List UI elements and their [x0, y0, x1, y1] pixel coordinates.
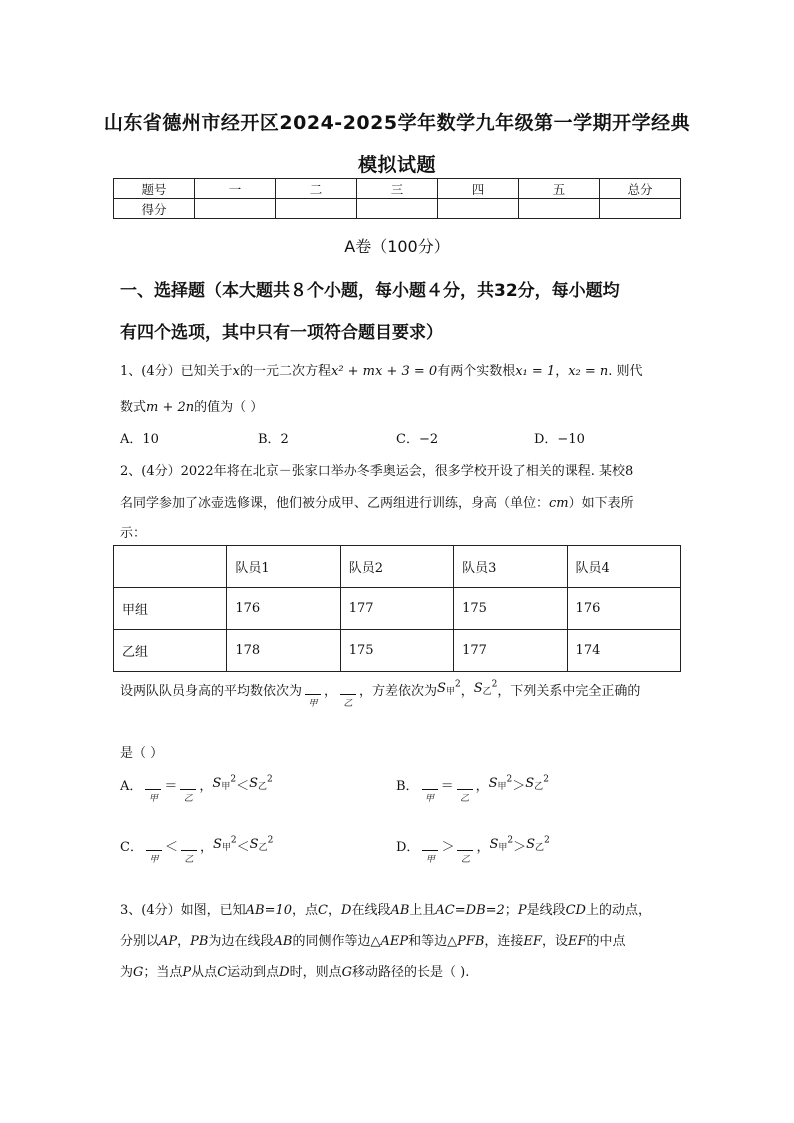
q2-text: 设两队队员身高的平均数依次为 [120, 684, 303, 699]
score-header-cell: 四 [438, 179, 519, 199]
table-header-cell: 队员3 [454, 546, 567, 588]
score-header-cell: 总分 [600, 179, 681, 199]
mean-yi-label: 乙 [343, 699, 353, 709]
q1-option-a[interactable]: A．10 [120, 432, 159, 447]
score-cell-4[interactable] [438, 199, 519, 219]
score-header-cell: 二 [276, 179, 357, 199]
q1-line1 [120, 360, 643, 379]
score-header-cell: 一 [195, 179, 276, 199]
variance-jia: $S_甲^2$ [437, 680, 461, 698]
table-row [114, 546, 681, 588]
table-cell: 177 [340, 588, 453, 630]
score-cell-5[interactable] [519, 199, 600, 219]
score-cell-1[interactable] [195, 199, 276, 219]
score-header-cell: 题号 [114, 179, 195, 199]
q2-text: ，方差依次为 [359, 684, 438, 699]
q2-line4: 设两队队员身高的平均数依次为 甲 ， 乙 ，方差依次为$S_甲^2$，$S_乙^2$，下列关系中完全正确的 [120, 680, 641, 709]
q2-text: ）如下表所 [568, 496, 634, 511]
score-header-cell: 五 [519, 179, 600, 199]
score-cell-2[interactable] [276, 199, 357, 219]
part1-heading-line2: 有四个选项，其中只有一项符合题目要求） [120, 323, 443, 343]
table-header-cell: 队员1 [227, 546, 340, 588]
q3-line1: 3、(4分）如图，已知AB=10，点C，D在线段AB上且AC=DB=2；P是线段CD上的动点， [120, 903, 651, 918]
table-cell: 175 [340, 630, 453, 672]
q1-var-x: x [232, 364, 240, 379]
table-cell: 乙组 [114, 630, 227, 672]
q1-option-c[interactable]: C．−2 [396, 432, 439, 447]
table-header-cell: 队员4 [567, 546, 680, 588]
table-cell: 175 [454, 588, 567, 630]
mean-jia-symbol [302, 680, 324, 710]
q1-line2 [120, 396, 263, 415]
q2-text: 名同学参加了冰壶选修课，他们被分成甲、乙两组进行训练，身高（单位： [120, 496, 550, 511]
q2-option-a[interactable]: A． 甲 ＝ 乙 ，$S_甲^2<S_乙^2$ [120, 775, 273, 804]
q1-text: 的一元二次方程 [239, 364, 331, 379]
score-header-cell: 三 [357, 179, 438, 199]
table-row [114, 588, 681, 630]
mean-jia-label: 甲 [308, 699, 318, 709]
table-cell: 174 [567, 630, 680, 672]
q3-line2: 分别以AP，PB为边在线段AB的同侧作等边△AEP和等边△PFB，连接EF，设EF的中点 [120, 934, 626, 949]
score-cell-3[interactable] [357, 199, 438, 219]
q1-sep: ， [555, 364, 569, 379]
score-table [113, 178, 681, 219]
table-header-cell [114, 546, 227, 588]
q2-line1: 2、(4分）2022年将在北京－张家口举办冬季奥运会，很多学校开设了相关的课程. 某校8 [120, 464, 634, 479]
q2-unit: cm [549, 496, 569, 511]
table-header-cell: 队员2 [340, 546, 453, 588]
q2-option-c[interactable]: C． 甲 ＜ 乙 ，$S_甲^2<S_乙^2$ [120, 836, 274, 865]
table-cell: 176 [567, 588, 680, 630]
q1-option-b[interactable]: B．2 [258, 432, 289, 447]
score-table-header-row [114, 179, 681, 199]
q2-option-d[interactable]: D． 甲 ＞ 乙 ，$S_甲^2>S_乙^2$ [396, 836, 550, 865]
q1-root2: x₂ = n [568, 364, 609, 379]
exam-title-line2: 模拟试题 [357, 154, 436, 176]
q2-line5: 是（ ） [120, 746, 164, 761]
q1-text: 数式 [120, 400, 147, 415]
q2-line2 [120, 492, 634, 511]
table-cell: 甲组 [114, 588, 227, 630]
table-row [114, 630, 681, 672]
mean-yi-symbol [337, 680, 359, 710]
q1-expression: m + 2n [146, 400, 195, 415]
q1-option-d[interactable]: D．−10 [534, 432, 585, 447]
q1-text: . 则代 [608, 364, 643, 379]
q1-text: 1、(4分）已知关于 [120, 364, 233, 379]
variance-yi: $S_乙^2$ [473, 680, 498, 698]
q1-text: 有两个实数根 [437, 364, 516, 379]
section-a-heading: A卷（100分） [344, 237, 450, 256]
part1-heading-line1: 一、选择题（本大题共８个小题，每小题４分，共32分，每小题均 [120, 281, 620, 301]
table-cell: 176 [227, 588, 340, 630]
q2-option-b[interactable]: B． 甲 ＝ 乙 ，$S_甲^2>S_乙^2$ [396, 775, 549, 804]
q1-root1: x₁ = 1 [515, 364, 556, 379]
q2-line3: 示： [120, 526, 147, 541]
q3-line3: 为G；当点P从点C运动到点D时，则点G移动路径的长是（ ). [120, 965, 470, 980]
table-cell: 178 [227, 630, 340, 672]
table-cell: 177 [454, 630, 567, 672]
q2-comma: ， [324, 684, 338, 699]
exam-title-line1: 山东省德州市经开区2024-2025学年数学九年级第一学期开学经典 [103, 112, 691, 134]
q1-equation: x² + mx + 3 = 0 [330, 364, 438, 379]
score-table-score-row [114, 199, 681, 219]
q1-text: 的值为（ ） [194, 400, 264, 415]
q2-text: ，下列关系中完全正确的 [497, 684, 641, 699]
score-cell-total[interactable] [600, 199, 681, 219]
score-row-label: 得分 [114, 199, 195, 219]
height-data-table [113, 545, 681, 672]
